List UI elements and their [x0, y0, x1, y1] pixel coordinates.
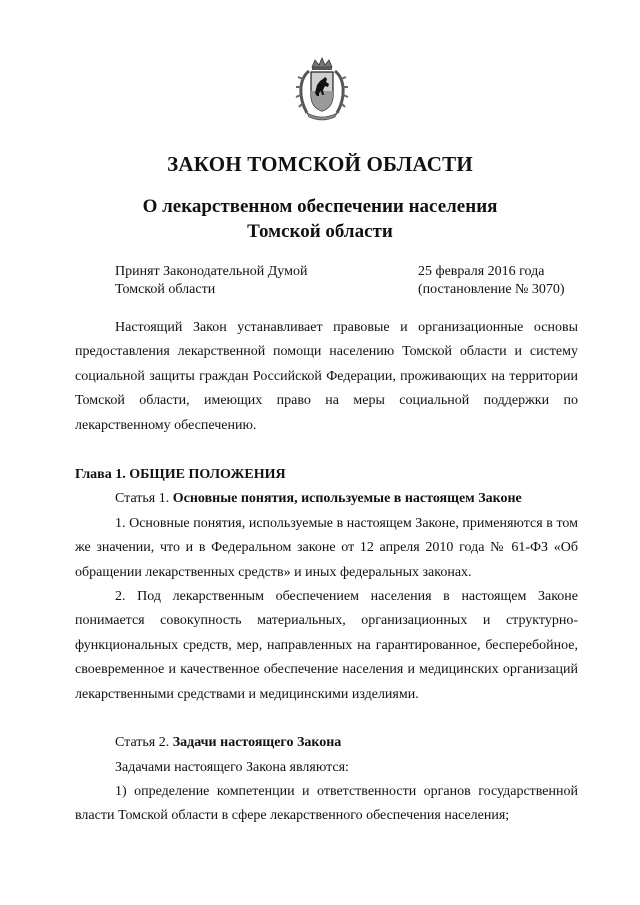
chapter-heading: Глава 1. ОБЩИЕ ПОЛОЖЕНИЯ — [75, 467, 286, 483]
article-1-heading — [75, 487, 578, 511]
adoption-date-line1: 25 февраля 2016 года — [418, 264, 545, 279]
article-1-prefix: Статья 1. — [115, 491, 173, 507]
adoption-date — [418, 263, 598, 299]
article-2-paragraph-1: Задачами настоящего Закона являются: — [115, 759, 349, 775]
spacer — [75, 707, 578, 731]
article-1-paragraph-2: 2. Под лекарственным обеспечением населения в настоящем Законе понимается совокупность материальных, организационных и структурно-функциональных средств, мер, направленных на гарантированное, бесперебойное, своевременное и качественное обеспечение населения и медицинских организаций лекарственными средствами и медицинскими изделиями. — [75, 589, 578, 702]
preamble-paragraph: Настоящий Закон устанавливает правовые и организационные основы предоставления лекарственной помощи населению Томской области и систему социальной защиты граждан Российской Федерации, проживающих на территории Томской области, имеющих право на меры социальной поддержки по лекарственному обеспечению. — [75, 320, 578, 433]
document-body — [75, 316, 578, 829]
article-2-name: Задачи настоящего Закона — [172, 735, 342, 751]
adoption-body — [115, 263, 395, 299]
law-subtitle-line1: О лекарственном обеспечении населения — [142, 196, 498, 217]
tomsk-coat-of-arms-emblem — [295, 57, 349, 123]
article-2-heading — [75, 731, 578, 755]
law-subtitle-line2: Томской области — [247, 221, 393, 242]
adoption-body-line1: Принят Законодательной Думой — [115, 264, 308, 279]
article-2-prefix: Статья 2. — [115, 735, 173, 751]
article-1-name: Основные понятия, используемые в настоящем Законе — [172, 491, 522, 507]
adoption-body-line2: Томской области — [115, 282, 216, 297]
adoption-resolution-line: (постановление № 3070) — [418, 282, 565, 297]
article-2-paragraph-2: 1) определение компетенции и ответственности органов государственной власти Томской области в сфере лекарственного обеспечения населения; — [75, 783, 578, 824]
article-1-paragraph-1: 1. Основные понятия, используемые в настоящем Законе, применяются в том же значении, что и в Федеральном законе от 12 апреля 2010 года № 61-ФЗ «Об обращении лекарственных средств» и иных федеральных законах. — [75, 515, 578, 580]
law-title: ЗАКОН ТОМСКОЙ ОБЛАСТИ — [167, 152, 473, 176]
law-subtitle — [0, 194, 640, 244]
